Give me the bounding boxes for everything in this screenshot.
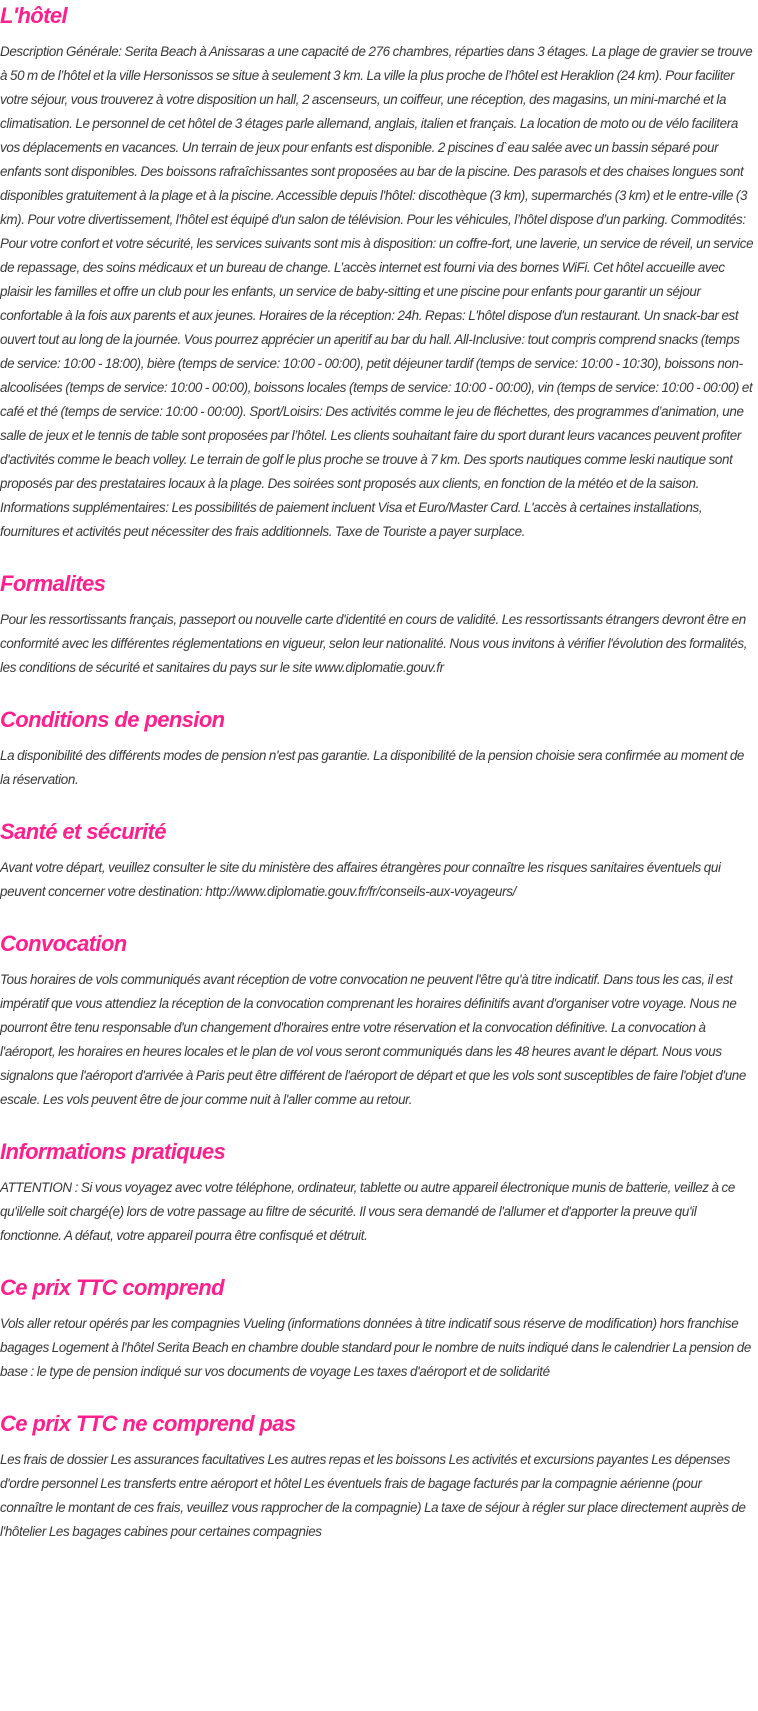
section-body: Avant votre départ, veuillez consulter le site du ministère des affaires étrangères pour connaître les risques sanitaires éventuels qui peuvent concerner votre destination: http://www.diplomatie.gouv.fr/fr/conseils-aux-voyageurs/ (0, 860, 721, 899)
section-prix-comprend (0, 1274, 758, 1384)
section-title: Convocation (0, 931, 127, 956)
section-formalites (0, 570, 758, 680)
section-title: Santé et sécurité (0, 819, 166, 844)
section-title: L'hôtel (0, 3, 68, 28)
section-title: Ce prix TTC ne comprend pas (0, 1411, 296, 1436)
section-body: La disponibilité des différents modes de pension n'est pas garantie. La disponibilité de la pension choisie sera confirmée au moment de la réservation. (0, 748, 745, 787)
section-sante-et-securite (0, 818, 758, 904)
section-body: ATTENTION : Si vous voyagez avec votre téléphone, ordinateur, tablette ou autre appareil électronique munis de batterie, veillez à ce qu'il/elle soit chargé(e) lors de votre passage au filtre de sécurité. Il vous sera demandé de l'allumer et d'apporter la preuve qu'il fonctionne. A défaut, votre appareil pourra être confisqué et détruit. (0, 1180, 735, 1243)
section-conditions-de-pension (0, 706, 758, 792)
section-body: Vols aller retour opérés par les compagnies Vueling (informations données à titre indicatif sous réserve de modification) hors franchise bagages Logement à l'hôtel Serita Beach en chambre double standard pour le nombre de nuits indiqué dans le calendrier La pension de base : le type de pension indiqué sur vos documents de voyage Les taxes d'aéroport et de solidarité (0, 1316, 751, 1379)
hotel-info-document (0, 2, 758, 1544)
section-title: Formalites (0, 571, 106, 596)
section-title: Ce prix TTC comprend (0, 1275, 224, 1300)
section-body: Tous horaires de vols communiqués avant réception de votre convocation ne peuvent l'être qu'à titre indicatif. Dans tous les cas, il est impératif que vous attendiez la réception de la convocation comprenant les horaires définitifs avant d'organiser votre voyage. Nous ne pourront être tenu responsable d'un changement d'horaires entre votre réservation et la convocation définitive. La convocation à l'aéroport, les horaires en heures locales et le plan de vol vous seront communiqués dans les 48 heures avant le départ. Nous vous signalons que l'aéroport d'arrivée à Paris peut être différent de l'aéroport de départ et que les vols sont susceptibles de faire l'objet d'une escale. Les vols peuvent être de jour comme nuit à l'aller comme au retour. (0, 972, 746, 1107)
section-body: Les frais de dossier Les assurances facultatives Les autres repas et les boissons Les activités et excursions payantes Les dépenses d'ordre personnel Les transferts entre aéroport et hôtel Les éventuels frais de bagage facturés par la compagnie aérienne (pour connaître le montant de ces frais, veuillez vous rapprocher de la compagnie) La taxe de séjour à régler sur place directement auprès de l'hôtelier Les bagages cabines pour certaines compagnies (0, 1452, 746, 1539)
section-hotel (0, 2, 758, 544)
section-body: Pour les ressortissants français, passeport ou nouvelle carte d'identité en cours de validité. Les ressortissants étrangers devront être en conformité avec les différentes réglementations en vigueur, selon leur nationalité. Nous vous invitons à vérifier l'évolution des formalités, les conditions de sécurité et sanitaires du pays sur le site www.diplomatie.gouv.fr (0, 612, 748, 675)
section-body: Description Générale: Serita Beach à Anissaras a une capacité de 276 chambres, réparties dans 3 étages. La plage de gravier se trouve à 50 m de l’hôtel et la ville Hersonissos se situe à seulement 3 km. La ville la plus proche de l’hôtel est Heraklion (24 km). Pour faciliter votre séjour, vous trouverez à votre disposition un hall, 2 ascenseurs, un coiffeur, une réception, des magasins, un mini-marché et la climatisation. Le personnel de cet hôtel de 3 étages parle allemand, anglais, italien et français. La location de moto ou de vélo facilitera vos déplacements en vacances. Un terrain de jeux pour enfants est disponible. 2 piscines d`eau salée avec un bassin séparé pour enfants sont disponibles. Des boissons rafraîchissantes sont proposées au bar de la piscine. Des parasols et des chaises longues sont disponibles gratuitement à la plage et à la piscine. Accessible depuis l'hôtel: discothèque (3 km), supermarchés (3 km) et le entre-ville (3 km). Pour votre divertissement, l'hôtel est équipé d'un salon de télévision. Pour les véhicules, l’hôtel dispose d’un parking. Commodités: Pour votre confort et votre sécurité, les services suivants sont mis à disposition: un coffre-fort, une laverie, un service de réveil, un service de repassage, des soins médicaux et un bureau de change. L’accès internet est fourni via des bornes WiFi. Cet hôtel accueille avec plaisir les familles et offre un club pour les enfants, un service de baby-sitting et une piscine pour enfants pour garantir un séjour confortable à la fois aux parents et aux jeunes. Horaires de la réception: 24h. Repas: L'hôtel dispose d'un restaurant. Un snack-bar est ouvert tout au long de la journée. Vous pourrez apprécier un aperitif au bar du hall. All-Inclusive: tout compris comprend snacks (temps de service: 10:00 - 18:00), bière (temps de service: 10:00 - 00:00), petit déjeuner tardif (temps de service: 10:00 - 10:30), boissons non-alcoolisées (temps de service: 10:00 - 00:00), boissons locales (temps de service: 10:00 - 00:00), vin (temps de service: 10:00 - 00:00) et café et thé (temps de service: 10:00 - 00:00). Sport/Loisirs: Des activités comme le jeu de fléchettes, des programmes d’animation, une salle de jeux et le tennis de table sont proposées par l’hôtel. Les clients souhaitant faire du sport durant leurs vacances peuvent profiter d'activités comme le beach volley. Le terrain de golf le plus proche se trouve à 7 km. Des sports nautiques comme leski nautique sont proposés par des prestataires locaux à la plage. Des soirées sont proposés aux clients, en fonction de la météo et de la saison. Informations supplémentaires: Les possibilités de paiement incluent Visa et Euro/Master Card. L'accès à certaines installations, fournitures et activités peut nécessiter des frais additionnels. Taxe de Touriste a payer surplace. (0, 44, 754, 539)
section-convocation (0, 930, 758, 1112)
section-title: Conditions de pension (0, 707, 225, 732)
section-title: Informations pratiques (0, 1139, 226, 1164)
section-informations-pratiques (0, 1138, 758, 1248)
section-prix-ne-comprend-pas (0, 1410, 758, 1544)
